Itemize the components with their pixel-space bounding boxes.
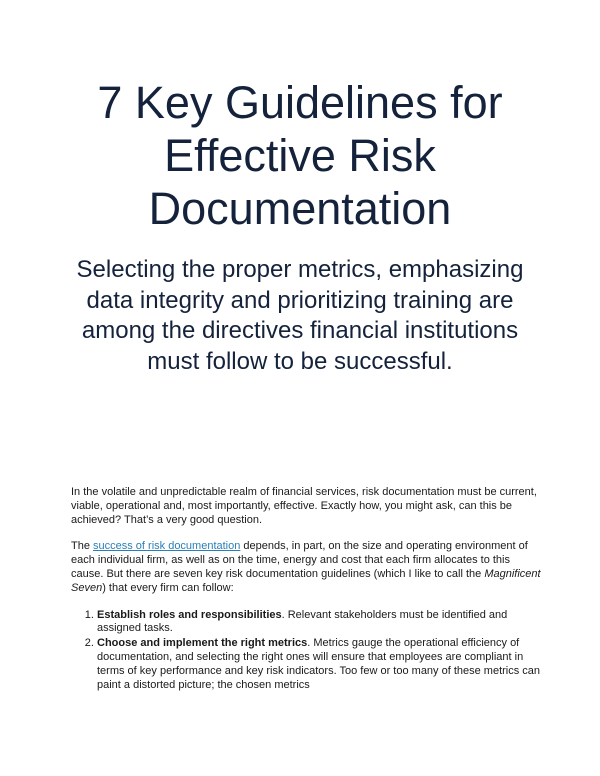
list-item-text: . Metrics gauge the operational efficiency of documentation, and selecting the right ones will ensure that employees are compliant in terms of key performance and key risk indicators. Too few or too many of these metrics can paint a distorted picture; the chosen metrics (97, 637, 541, 691)
intro-paragraph: In the volatile and unpredictable realm of financial services, risk documentation must be current, viable, operational and, most importantly, effective. Exactly how, you might ask, can this be achieved? That’s a very good question. (71, 486, 537, 526)
page-title: 7 Key Guidelines for Effective Risk Documentation (97, 77, 503, 234)
list-item (97, 609, 541, 637)
guidelines-list (71, 609, 541, 693)
magnificent-seven-emphasis: Magnificent Seven (71, 567, 541, 594)
list-item-heading: Establish roles and responsibilities (97, 608, 282, 621)
article-body (71, 486, 541, 693)
list-item (97, 637, 541, 692)
list-item-heading: Choose and implement the right metrics (97, 637, 308, 650)
success-of-risk-documentation-link[interactable]: success of risk documentation (93, 540, 241, 553)
list-item-text: . Relevant stakeholders must be identified and assigned tasks. (97, 608, 508, 635)
paragraph-text-start: The (71, 540, 94, 553)
paragraph-text-middle: depends, in part, on the size and operating environment of each individual firm, as well as on the time, energy and cost that each firm allocates to this cause. But there are seven key risk documentation guidelines (which I like to call the (71, 540, 528, 580)
context-paragraph (71, 540, 541, 595)
page-subtitle: Selecting the proper metrics, emphasizing data integrity and prioritizing training are among the directives financial institutions must follow to be successful. (76, 256, 524, 375)
paragraph-text-end: ) that every firm can follow: (102, 581, 234, 594)
